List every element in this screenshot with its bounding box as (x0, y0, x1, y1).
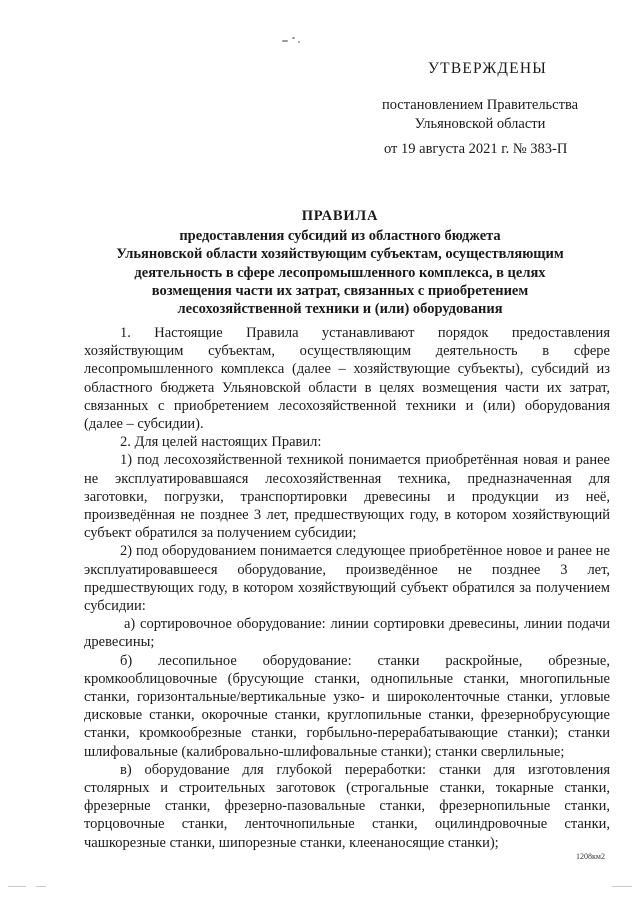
document-code: 1208км2 (576, 852, 605, 861)
scan-speck (36, 886, 46, 887)
decree-date: от 19 августа 2021 г. № 383-П (384, 141, 568, 157)
title-line: возмещения части их затрат, связанных с приобретением (151, 282, 529, 299)
paragraph: в) оборудование для глубокой переработки: станки для изготовления столярных и строительных заготовок (строгальные станки, токарные станки, фрезерные станки, фрезерно-пазовальные станки, фрезернопильные станки, торцовочные станки, ленточнопильные станки, оцилиндровочные станки, чашкорезные станки, шипорезные станки, клеенаносящие станки); (84, 761, 610, 851)
paragraph: 1) под лесохозяйственной техникой понимается приобретённая новая и ранее не эксплуатировавшаяся лесохозяйственная техника, предназначенная для заготовки, погрузки, транспортировки древесины и продукции из неё, произведённая не позднее 3 лет, предшествующих году, в котором хозяйствующий субъект обратился за получением субсидии; (84, 452, 610, 542)
title-line: деятельность в сфере лесопромышленного комплекса, в целях (134, 264, 546, 281)
paragraph: б) лесопильное оборудование: станки раскройные, обрезные, кромкооблицовочные (брусующие станки, однопильные станки, многопильные станки, горизонтальные/вертикальные узко- и широколенточные станки, угловые дисковые станки, окорочные станки, круглопильные станки, фрезернобрусующие станки, кромкообрезные станки, горбыльно-перерабатывающие станки); станки шлифовальные (калибровально-шлифовальные станки); станки сверлильные; (84, 652, 610, 760)
scan-speck (612, 886, 632, 887)
scan-speck (292, 37, 295, 39)
decree-line: постановлением Правительства (381, 97, 579, 113)
title-heading: ПРАВИЛА (301, 208, 379, 224)
paragraph: 1. Настоящие Правила устанавливают порядок предоставления хозяйствующим субъектам, осуществляющим деятельность в сфере лесопромышленного комплекса (далее – хозяйствующие субъекты), субсидий из областного бюджета Ульяновской области в целях возмещения части их затрат, связанных с приобретением лесохозяйственной техники и (или) оборудования (далее – субсидии). (84, 325, 610, 433)
approval-stamp-text: УТВЕРЖДЕНЫ (428, 60, 547, 77)
scan-speck (298, 41, 300, 43)
decree-reference (360, 96, 600, 134)
document-title (60, 207, 620, 318)
title-line: лесохозяйственной техники и (или) оборудования (177, 301, 503, 318)
decree-line: Ульяновской области (414, 116, 546, 132)
scan-speck (8, 886, 26, 887)
scan-speck (282, 40, 288, 42)
document-body (84, 324, 610, 852)
title-line: Ульяновской области хозяйствующим субъектам, осуществляющим (116, 246, 564, 263)
title-line: предоставления субсидий из областного бюджета (179, 228, 501, 245)
paragraph: 2. Для целей настоящих Правил: (120, 434, 322, 451)
paragraph: 2) под оборудованием понимается следующее приобретённое новое и ранее не эксплуатировавшееся оборудование, произведённое не позднее 3 лет, предшествующих году, в котором хозяйствующий субъект обратился за получением субсидии: (84, 543, 610, 615)
paragraph: а) сортировочное оборудование: линии сортировки древесины, линии подачи древесины; (84, 616, 610, 651)
